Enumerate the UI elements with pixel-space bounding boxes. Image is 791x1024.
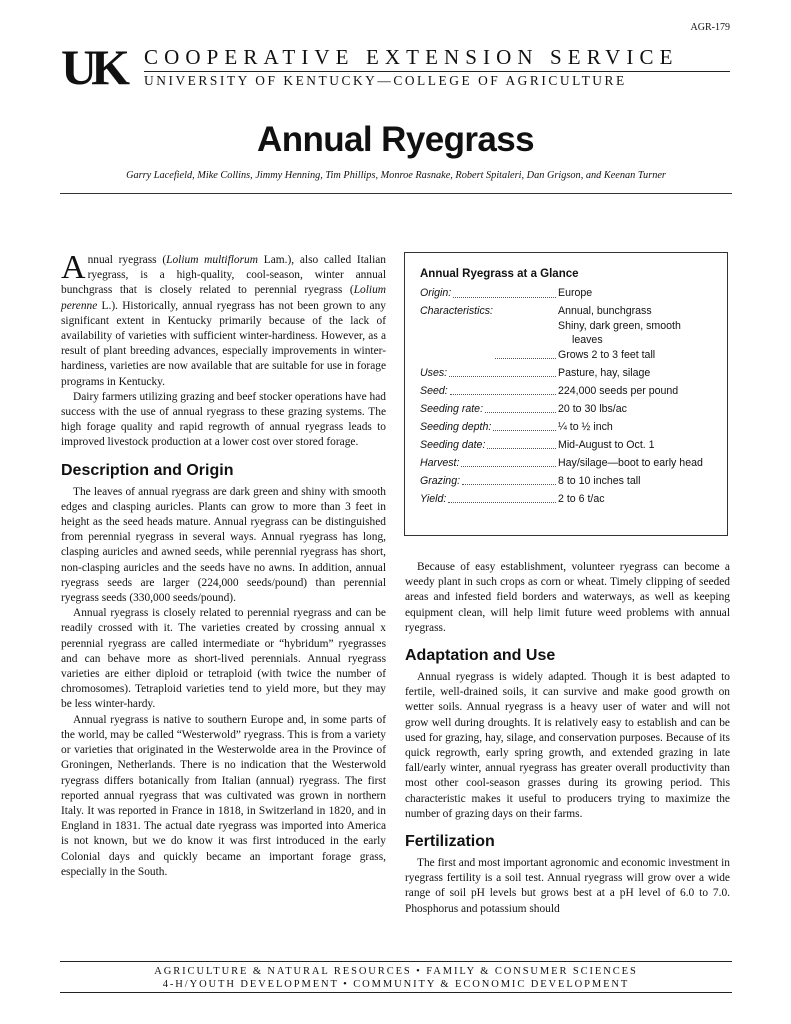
glance-row: [420, 438, 720, 453]
weed-paragraph: Because of easy establishment, volunteer ryegrass can become a weedy plant in such crops as corn or wheat. Timely clipping of seeded areas and infested field borders and waterways, as well as keeping equipment clean, will help limit future weed problems with annual ryegrass.: [405, 561, 730, 634]
footer-rule-top: [60, 961, 732, 962]
right-column: [405, 560, 730, 917]
section-heading-fertilization: Fertilization: [405, 833, 495, 851]
glance-row: [420, 474, 720, 489]
section-heading-description: Description and Origin: [61, 461, 234, 479]
glance-value: Pasture, hay, silage: [558, 366, 651, 379]
section-heading-adaptation: Adaptation and Use: [405, 647, 556, 665]
glance-value: Europe: [558, 287, 593, 299]
glance-value: Mid-August to Oct. 1: [558, 438, 655, 451]
glance-row: [420, 366, 720, 381]
glance-label: Grazing:: [420, 474, 558, 489]
glance-value: Hay/silage—boot to early head: [558, 456, 703, 469]
footer-line-2: 4-H/YOUTH DEVELOPMENT • COMMUNITY & ECONOMIC DEVELOPMENT: [162, 979, 630, 990]
intro-paragraph-2: Dairy farmers utilizing grazing and beef stocker operations have had success with the use of annual ryegrass to these grazing systems. The high forage quality and rapid regrowth of annual ryegrass leads to improved livestock production at a lower cost over stored forage.: [61, 390, 386, 449]
glance-box: [404, 252, 728, 536]
glance-label: Origin:: [420, 286, 558, 301]
glance-row: [420, 492, 720, 507]
glance-row: [420, 456, 720, 471]
glance-label: Seeding depth:: [420, 420, 558, 435]
fertilization-paragraph: The first and most important agronomic and economic investment in ryegrass fertility is a soil test. Annual ryegrass will grow over a wide range of soil pH levels but grows best at a pH level of 6.0 to 7.0. Phosphorus and potassium should: [405, 857, 730, 915]
glance-value: Annual, bunchgrass Shiny, dark green, smooth leaves Grows 2 to 3 feet tall: [558, 304, 681, 361]
footer: [60, 965, 732, 991]
glance-value: 8 to 10 inches tall: [558, 474, 641, 487]
glance-value: 20 to 30 lbs/ac: [558, 402, 627, 415]
uk-logo-text: UK: [61, 44, 124, 90]
glance-row: [420, 304, 720, 362]
glance-label: Yield:: [420, 492, 558, 507]
left-column: [61, 249, 387, 880]
glance-row: [420, 384, 720, 399]
university-name: UNIVERSITY OF KENTUCKY—COLLEGE OF AGRICULTURE: [144, 73, 627, 88]
glance-label: Seeding rate:: [420, 402, 558, 417]
page-title: Annual Ryegrass: [257, 120, 534, 159]
glance-row: [420, 420, 720, 435]
adaptation-paragraph: Annual ryegrass is widely adapted. Though it is best adapted to fertile, well-drained soils, it can survive and make good growth on wetter soils. Annual ryegrass is a heavy user of water and will not grow well during droughts. It is relatively easy to establish and can be used for grazing, hay, silage, and conservation purposes. Because of its quick regrowth, early spring growth, and extended grazing in late fall/early winter, annual ryegrass has greater overall productivity than most other cool-season grasses during its growing period. This characteristic makes it useful to producers trying to maximize the number of grazing days on their farms.: [405, 671, 730, 820]
header-rule: [144, 71, 730, 72]
service-name: COOPERATIVE EXTENSION SERVICE: [144, 45, 679, 69]
footer-line-1: AGRICULTURE & NATURAL RESOURCES • FAMILY & CONSUMER SCIENCES: [154, 966, 638, 977]
glance-value: ¼ to ½ inch: [558, 420, 613, 433]
footer-rule-bottom: [60, 992, 732, 993]
drop-cap: A: [61, 249, 86, 286]
glance-box-title: Annual Ryegrass at a Glance: [420, 268, 579, 280]
glance-label: Seeding date:: [420, 438, 558, 453]
title-rule: [60, 193, 732, 194]
extension-header: [144, 46, 732, 89]
glance-row: [420, 402, 720, 417]
document-number: AGR-179: [690, 22, 730, 33]
glance-label: Characteristics:: [420, 304, 558, 362]
description-paragraph-3: Annual ryegrass is native to southern Europe and, in some parts of the world, may be called “Westerwold” ryegrass. This is from a variety or varieties that originated in the Westerwolde area in the Province of Groningen, Netherlands. There is no indication that the Westerwold ryegrass differs botanically from Italian (annual) ryegrass. The first reported annual ryegrass that was cultivated was grown in northern Italy. It was reported in France in 1818, in Switzerland in 1820, and in England in 1831. The actual date ryegrass was imported into America is not known, but we do know it was first introduced in the early Colonial days and quickly became an important forage grass, especially in the South.: [61, 713, 386, 878]
description-paragraph-2: Annual ryegrass is closely related to perennial ryegrass and can be readily crossed with it. The varieties created by crossing annual x perennial ryegrass are called intermediate or “hybridum” ryegrasses and can behave more as short-lived perennials. Annual ryegrass varieties are either diploid or tetraploid (with twice the number of chromosomes). Tetraploid varieties tend to yield more, but they may be less winter-hardy.: [61, 607, 386, 711]
description-paragraph-1: The leaves of annual ryegrass are dark green and shiny with smooth edges and clasping auricles. Plants can grow to more than 3 feet in height as the seed heads mature. Annual ryegrass can be distinguished from perennial ryegrass in several ways. Annual ryegrass has long, clasping auricles and awned seeds, while perennial ryegrass has short, non-clasping auricles and the seeds have no awns. In addition, annual ryegrass seeds are larger (224,000 seeds/pound) than perennial ryegrass seeds (330,000 seeds/pound).: [61, 485, 386, 605]
glance-label: Uses:: [420, 366, 558, 381]
glance-label: Seed:: [420, 384, 558, 399]
intro-paragraph: Annual ryegrass (Lolium multiflorum Lam.), also called Italian ryegrass, is a high-quality, cool-season, winter annual bunchgrass that is closely related to perennial ryegrass (Lolium perenne L.). Historically, annual ryegrass has not been grown to any significant extent in Kentucky primarily because of the lack of availability of varieties with sufficient winter-hardiness. However, as a result of plant breeding advances, especially improvements in winter-hardiness, varieties are now available that are suitable for use in forage programs in Kentucky.: [61, 249, 387, 388]
authors: Garry Lacefield, Mike Collins, Jimmy Henning, Tim Phillips, Monroe Rasnake, Robert Spitaleri, Dan Grigson, and Keenan Turner: [126, 170, 666, 181]
uk-logo: [61, 44, 139, 90]
glance-value: 224,000 seeds per pound: [558, 384, 679, 397]
glance-value: 2 to 6 t/ac: [558, 492, 605, 505]
glance-table: [420, 286, 720, 510]
glance-row: [420, 286, 720, 301]
glance-label: Harvest:: [420, 456, 558, 471]
